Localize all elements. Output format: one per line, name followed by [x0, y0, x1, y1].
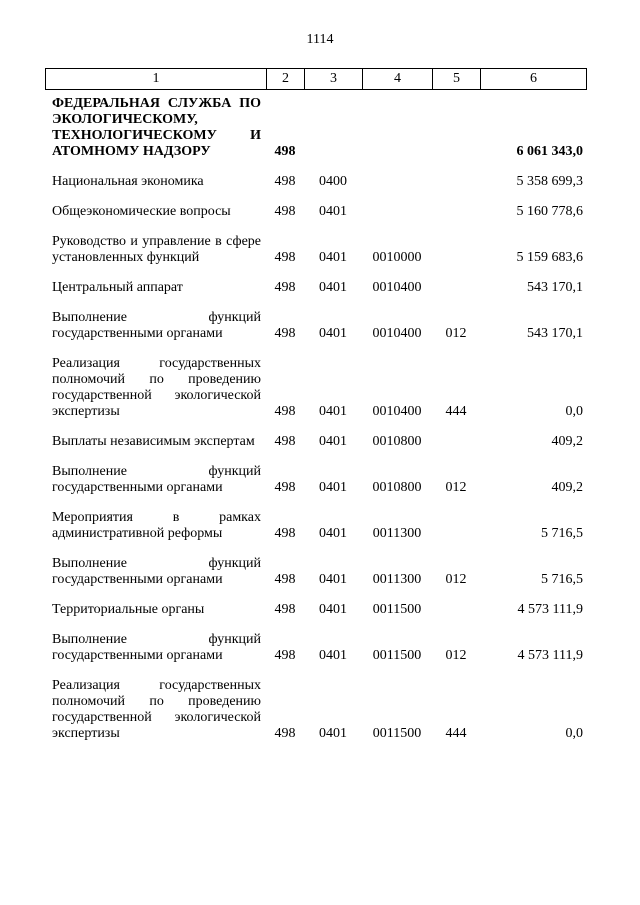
row-name: Выполнение функций государственными органами: [52, 556, 261, 587]
row-col-6: 6 061 343,0: [516, 144, 583, 159]
row-col-3: 0401: [319, 526, 347, 541]
row-col-3: 0400: [319, 174, 347, 189]
header-col-1: 1: [46, 69, 267, 90]
table-row: [45, 602, 586, 618]
row-name: Реализация государственных полномочий по проведению государственной экологической экспертизы: [52, 678, 261, 741]
header-col-2: 2: [267, 69, 305, 90]
table-row: [45, 632, 586, 664]
row-name: Национальная экономика: [52, 174, 204, 189]
row-name: Выплаты независимым экспертам: [52, 434, 255, 449]
table-row: [45, 556, 586, 588]
row-col-2: 498: [274, 404, 296, 419]
row-col-2: 498: [274, 526, 296, 541]
row-col-3: 0401: [319, 204, 347, 219]
row-col-4: 0011300: [372, 572, 422, 587]
row-col-2: 498: [274, 174, 296, 189]
row-col-3: 0401: [319, 326, 347, 341]
row-col-6: 5 716,5: [541, 526, 583, 541]
row-col-4: 0010400: [372, 326, 422, 341]
table-row: [45, 356, 586, 420]
row-col-3: 0401: [319, 572, 347, 587]
row-col-2: 498: [274, 280, 296, 295]
row-col-2: 498: [274, 572, 296, 587]
row-col-3: 0401: [319, 250, 347, 265]
row-col-2: 498: [274, 434, 296, 449]
table-row: [45, 96, 586, 160]
row-col-5: 444: [445, 726, 467, 741]
row-col-2: 498: [274, 204, 296, 219]
table-row: [45, 434, 586, 450]
row-col-6: 0,0: [565, 404, 583, 419]
row-col-4: 0010800: [372, 480, 422, 495]
row-col-4: 0011500: [372, 726, 422, 741]
row-name: Руководство и управление в сфере установленных функций: [52, 234, 261, 265]
table-row: [45, 464, 586, 496]
row-col-4: 0011500: [372, 648, 422, 663]
header-col-5: 5: [433, 69, 481, 90]
row-col-6: 0,0: [565, 726, 583, 741]
row-col-6: 5 716,5: [541, 572, 583, 587]
row-col-6: 543 170,1: [527, 326, 583, 341]
header-col-4: 4: [363, 69, 433, 90]
row-name: ФЕДЕРАЛЬНАЯ СЛУЖБА ПО ЭКОЛОГИЧЕСКОМУ, ТЕХНОЛОГИЧЕСКОМУ И АТОМНОМУ НАДЗОРУ: [52, 96, 261, 159]
row-col-4: 0010400: [372, 280, 422, 295]
row-col-5: 012: [445, 572, 467, 587]
row-col-5: 012: [445, 648, 467, 663]
table-header: [45, 68, 587, 90]
row-name: Выполнение функций государственными органами: [52, 310, 261, 341]
row-col-2: 498: [274, 144, 296, 159]
table-row: [45, 174, 586, 190]
table-row: [45, 310, 586, 342]
row-col-3: 0401: [319, 404, 347, 419]
row-col-2: 498: [274, 648, 296, 663]
row-col-5: 444: [445, 404, 467, 419]
row-col-3: 0401: [319, 648, 347, 663]
row-col-6: 409,2: [551, 480, 583, 495]
row-col-6: 543 170,1: [527, 280, 583, 295]
row-col-3: 0401: [319, 480, 347, 495]
row-col-2: 498: [274, 602, 296, 617]
row-col-6: 5 159 683,6: [516, 250, 583, 265]
row-name: Выполнение функций государственными органами: [52, 632, 261, 663]
row-col-5: 012: [445, 326, 467, 341]
row-col-6: 5 358 699,3: [516, 174, 583, 189]
page-number: 1114: [306, 32, 334, 47]
row-name: Реализация государственных полномочий по проведению государственной экологической экспертизы: [52, 356, 261, 419]
row-col-2: 498: [274, 250, 296, 265]
table-row: [45, 204, 586, 220]
row-col-3: 0401: [319, 280, 347, 295]
row-name: Территориальные органы: [52, 602, 205, 617]
table-row: [45, 510, 586, 542]
row-col-2: 498: [274, 480, 296, 495]
header-col-6: 6: [481, 69, 587, 90]
row-name: Центральный аппарат: [52, 280, 183, 295]
row-col-4: 0011500: [372, 602, 422, 617]
row-col-2: 498: [274, 726, 296, 741]
table-row: [45, 280, 586, 296]
row-col-4: 0010400: [372, 404, 422, 419]
row-col-3: 0401: [319, 726, 347, 741]
row-name: Мероприятия в рамках административной реформы: [52, 510, 261, 541]
row-col-6: 5 160 778,6: [516, 204, 583, 219]
row-col-4: 0010800: [372, 434, 422, 449]
header-col-3: 3: [305, 69, 363, 90]
row-col-5: 012: [445, 480, 467, 495]
row-col-4: 0011300: [372, 526, 422, 541]
table-row: [45, 678, 586, 742]
row-name: Общеэкономические вопросы: [52, 204, 231, 219]
row-col-3: 0401: [319, 602, 347, 617]
table-body: [45, 96, 586, 756]
row-col-6: 4 573 111,9: [517, 648, 583, 663]
row-col-3: 0401: [319, 434, 347, 449]
row-col-4: 0010000: [372, 250, 422, 265]
row-name: Выполнение функций государственными органами: [52, 464, 261, 495]
row-col-6: 4 573 111,9: [517, 602, 583, 617]
row-col-6: 409,2: [551, 434, 583, 449]
table-row: [45, 234, 586, 266]
row-col-2: 498: [274, 326, 296, 341]
